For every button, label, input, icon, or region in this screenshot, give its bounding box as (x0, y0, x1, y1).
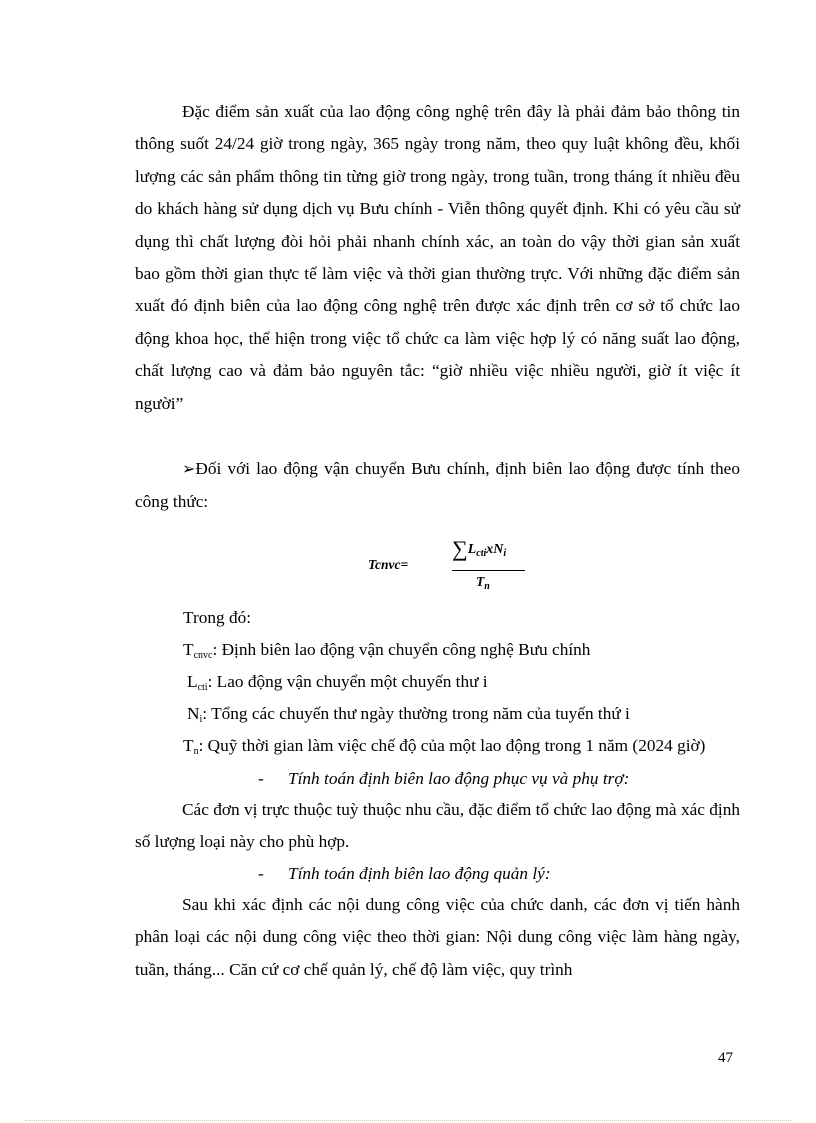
definition-text: : Lao động vận chuyển một chuyến thư i (207, 672, 488, 691)
paragraph-postal-transport-text: Đối với lao động vận chuyển Bưu chính, định biên lao động được tính theo công thức: (135, 459, 740, 512)
definition-tn (183, 734, 705, 758)
definition-text: : Quỹ thời gian làm việc chế độ của một lao động trong 1 năm (2024 giờ) (198, 736, 706, 755)
definition-tcnvc (183, 638, 590, 662)
paragraph-management-staff: Sau khi xác định các nội dung công việc của chức danh, các đơn vị tiến hành phân loại các nội dung công việc theo thời gian: Nội dung công việc làm hàng ngày, tuần, tháng... Căn cứ cơ chế quản lý, chế độ làm việc, quy trình (135, 895, 740, 979)
formula-lhs: Tcnvc= (368, 557, 409, 572)
paragraph-postal-transport (135, 453, 740, 519)
staffing-formula (368, 536, 538, 596)
formula-T: T (476, 574, 485, 589)
definition-symbol: N (187, 704, 200, 723)
formula-T-sub: n (484, 581, 490, 592)
bullet-support-staff-text: Tính toán định biên lao động phục vụ và phụ trợ: (288, 769, 630, 788)
page-number: 47 (718, 1050, 733, 1066)
paragraph-production-characteristics: Đặc điểm sản xuất của lao động công nghệ trên đây là phải đảm bảo thông tin thông suốt 24/24 giờ trong ngày, 365 ngày trong năm, theo quy luật không đều, khối lượng các sản phẩm thông tin từng giờ trong ngày, trong tuần, trong tháng ít nhiều đều do khách hàng sử dụng dịch vụ Bưu chính - Viễn thông quyết định. Khi có yêu cầu sử dụng thì chất lượng đòi hỏi phải nhanh chính xác, an toàn do vậy thời gian sản xuất bao gồm thời gian thực tế làm việc và thời gian thường trực. Với những đặc điểm sản xuất đó định biên của lao động công nghệ trên được xác định trên cơ sở tổ chức lao động khoa học, thể hiện trong việc tổ chức ca làm việc hợp lý có năng suất lao động, chất lượng cao và đảm bảo nguyên tắc: “giờ nhiều việc nhiều người, giờ ít việc ít người” (135, 102, 740, 413)
definition-subscript: n (193, 746, 199, 757)
formula-denominator (476, 574, 490, 590)
formula-L: L (467, 542, 477, 557)
definition-text: : Tổng các chuyến thư ngày thường trong năm của tuyến thứ i (202, 704, 630, 723)
sigma-icon: ∑ (452, 536, 468, 561)
definition-symbol: L (187, 672, 198, 691)
formula-numerator (452, 536, 506, 562)
formula-N-sub: i (503, 548, 507, 559)
definition-subscript: i (199, 714, 203, 725)
definition-subscript: cnvc (193, 650, 213, 661)
footer-divider (25, 1120, 791, 1121)
dash-bullet-icon: - (258, 864, 264, 883)
fraction-bar (452, 570, 525, 571)
definition-symbol: T (183, 736, 194, 755)
definition-lcti (187, 670, 488, 694)
arrow-bullet-icon: ➢ (182, 461, 196, 478)
bullet-management-staff-text: Tính toán định biên lao động quản lý: (288, 864, 551, 883)
definition-subscript: cti (197, 682, 208, 693)
definition-text: : Định biên lao động vận chuyển công nghệ Bưu chính (212, 640, 591, 659)
dash-bullet-icon: - (258, 769, 264, 788)
definition-symbol: T (183, 640, 194, 659)
definition-ni (187, 702, 630, 726)
paragraph-support-staff: Các đơn vị trực thuộc tuỳ thuộc nhu cầu, đặc điểm tổ chức lao động mà xác định số lượng loại này cho phù hợp. (135, 800, 740, 852)
where-label: Trong đó: (183, 608, 252, 627)
formula-xN: xN (486, 542, 504, 557)
formula-L-sub: cti (476, 548, 487, 559)
